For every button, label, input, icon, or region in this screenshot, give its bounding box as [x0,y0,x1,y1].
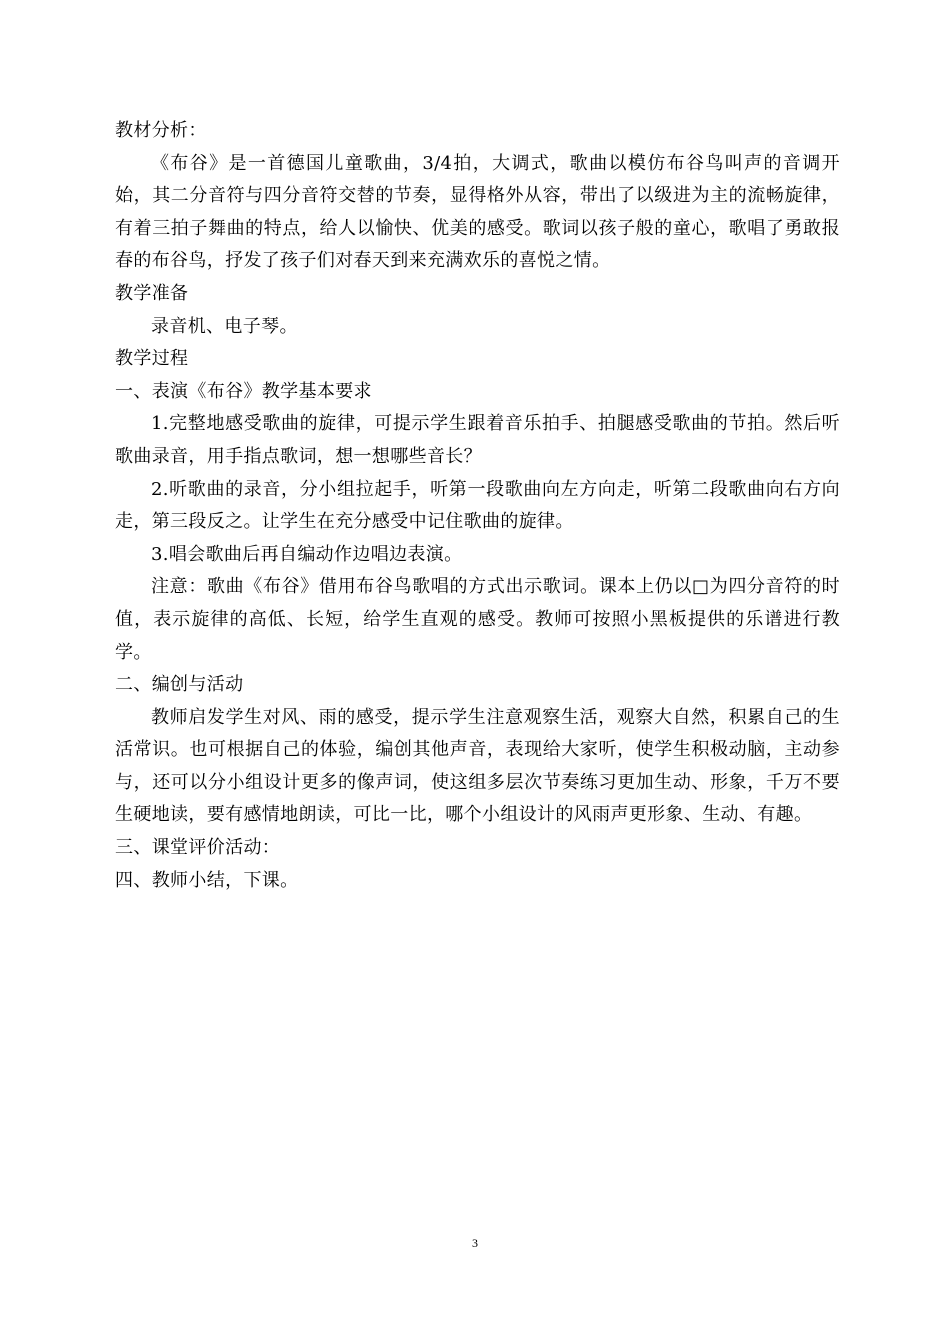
subheading-creation-activity: 二、编创与活动 [115,674,244,696]
paragraph-textbook-analysis: 《布谷》是一首德国儿童歌曲，3/4拍，大调式，歌曲以模仿布谷鸟叫声的音调开始，其二分音符与四分音符交替的节奏，显得格外从容，带出了以级进为主的流畅旋律，有着三拍子舞曲的特点，给人以愉快、优美的感受。歌词以孩子般的童心，歌唱了勇敢报春的布谷鸟，抒发了孩子们对春天到来充满欢乐的喜悦之情。 [115,152,840,272]
paragraph-creation-activity: 教师启发学生对风、雨的感受，提示学生注意观察生活，观察大自然，积累自己的生活常识。也可根据自己的体验，编创其他声音，表现给大家听，使学生积极动脑，主动参与，还可以分小组设计更多的像声词，使这组多层次节奏练习更加生动、形象，千万不要生硬地读，要有感情地朗读，可比一比，哪个小组设计的风雨声更形象、生动、有趣。 [115,706,840,826]
section-heading-preparation: 教学准备 [115,282,189,304]
list-item-step-1: 1.完整地感受歌曲的旋律，可提示学生跟着音乐拍手、拍腿感受歌曲的节拍。然后听歌曲录音，用手指点歌词，想一想哪些音长？ [115,413,840,467]
section-heading-textbook-analysis: 教材分析： [115,120,207,141]
subheading-summary: 四、教师小结，下课。 [115,869,299,891]
subheading-evaluation: 三、课堂评价活动： [115,837,281,859]
paragraph-preparation: 录音机、电子琴。 [151,315,298,337]
list-item-step-2: 2.听歌曲的录音，分小组拉起手，听第一段歌曲向左方向走，听第二段歌曲向右方向走，第三段反之。让学生在充分感受中记住歌曲的旋律。 [115,478,840,533]
page-number: 3 [472,1236,478,1250]
list-item-step-3: 3.唱会歌曲后再自编动作边唱边表演。 [151,543,463,565]
paragraph-note: 注意：歌曲《布谷》借用布谷鸟歌唱的方式出示歌词。课本上仍以□为四分音符的时值，表示旋律的高低、长短，给学生直观的感受。教师可按照小黑板提供的乐谱进行教学。 [115,576,840,663]
subheading-performance-requirements: 一、表演《布谷》教学基本要求 [115,380,372,402]
document-body [115,115,840,897]
section-heading-process: 教学过程 [115,348,189,370]
